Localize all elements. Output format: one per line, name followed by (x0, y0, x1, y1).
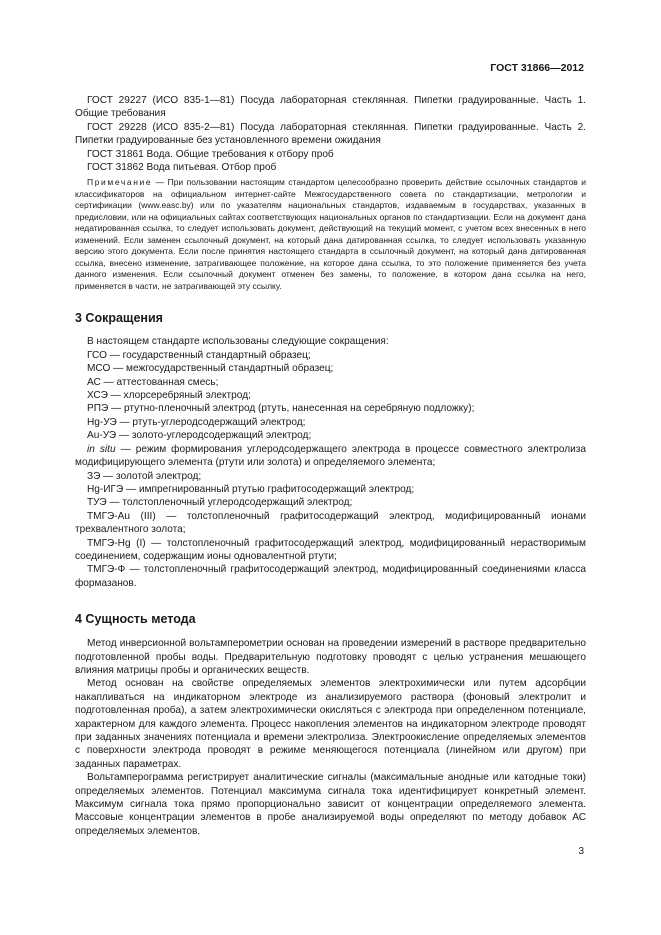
abbreviation-item: АС — аттестованная смесь; (87, 376, 219, 388)
body-paragraph: Вольтамперограмма регистрирует аналитические сигналы (максимальные анодные или катодные токи) определяемых элементов. Потенциал максимума сигнала тока идентифицирует конкретный элемент. Максимум сигнала тока прямо пропорционально зависит от концентрации определяемого элемента. Массовые концентрации элементов в пробе анализируемой воды определяют по методу добавок АС определяемых элементов. (75, 772, 586, 837)
abbreviation-item: ХСЭ — хлорсеребряный электрод; (87, 390, 251, 402)
insitu-definition: — режим формирования углеродсодержащего электрода в процессе совместного электролиза модифицирующего элемента (ртути или золота) и определяемого элемента; (75, 443, 586, 469)
reference-item: ГОСТ 31861 Вода. Общие требования к отбору проб (87, 148, 334, 160)
note-text: — При пользовании настоящим стандартом целесообразно проверить действие ссылочных стандартов и классификаторов на официальном интернет-сайте Межгосударственного совета по стандартизации, метрологии и сертификации (www.easc.by) или по указателям национальных стандартов, издаваемым в государствах, указанных в предисловии, или на официальных сайтах соответствующих национальных органов по стандартизации. Если на документ дана недатированная ссылка, то следует использовать документ, действующий на текущий момент, с учетом всех внесенных в него изменений. Если заменен ссылочный документ, на который дана датированная ссылка, то следует использовать указанную версию этого документа. Если после принятия настоящего стандарта в ссылочный документ, на который дана датированная ссылка, внесено изменение, затрагивающее положение, на которое дана ссылка, то это положение применяется без учета данного изменения. Если ссылочный документ отменен без замены, то положение, в котором дана ссылка на него, применяется в части, не затрагивающей эту ссылку. (75, 177, 586, 291)
body-paragraph: Метод инверсионной вольтамперометрии основан на проведении измерений в растворе предварительно подготовленной пробы воды. Предварительную подготовку проводят с целью устранения мешающего влияния матрицы пробы и органических веществ. (75, 638, 586, 676)
section-3-heading: 3 Сокращения (75, 311, 163, 326)
abbreviation-item: ТУЭ — толстопленочный углеродсодержащий электрод; (87, 497, 353, 509)
section-4-heading: 4 Сущность метода (75, 612, 196, 627)
abbreviation-item: ЗЭ — золотой электрод; (87, 470, 202, 482)
abbreviations-list (75, 335, 586, 590)
page-number: 3 (578, 846, 584, 857)
abbreviation-item: Hg-ИГЭ — импрегнированный ртутью графитосодержащий электрод; (87, 483, 415, 495)
method-description (75, 637, 586, 838)
reference-item: ГОСТ 29227 (ИСО 835-1—81) Посуда лабораторная стеклянная. Пипетки градуированные. Часть 1. Общие требования (75, 95, 586, 120)
abbreviation-item: РПЭ — ртутно-пленочный электрод (ртуть, нанесенная на серебряную подложку); (87, 403, 475, 415)
abbreviation-item: Au-УЭ — золото-углеродсодержащий электрод; (87, 430, 312, 442)
page-content (75, 94, 586, 838)
reference-item: ГОСТ 31862 Вода питьевая. Отбор проб (87, 162, 277, 174)
body-paragraph: Метод основан на свойстве определяемых элементов электрохимически или путем адсорбции накапливаться на индикаторном электроде из анализируемого раствора (фоновый электролит и подготовленная проба), а затем электрохимически окисляться с электрода при определенном потенциале, характерном для каждого элемента. Процесс накопления элементов на индикаторном электроде проводят при заданных значениях потенциала и времени электролиза. Электроокисление определяемых элементов с поверхности электрода проводят в режиме меняющегося потенциала (линейном или другом) при заданных параметрах. (75, 678, 586, 770)
reference-item: ГОСТ 29228 (ИСО 835-2—81) Посуда лабораторная стеклянная. Пипетки градуированные. Часть 2. Пипетки градуированные без установленного времени ожидания (75, 121, 586, 147)
abbreviation-item: ГСО — государственный стандартный образец; (87, 349, 311, 361)
abbreviation-item: ТМГЭ-Hg (I) — толстопленочный графитосодержащий электрод, модифицированный нерастворимым соединением, содержащим ионы одновалентной ртути; (75, 537, 586, 562)
insitu-term: in situ (87, 443, 116, 455)
abbreviation-item: Hg-УЭ — ртуть-углеродсодержащий электрод; (87, 416, 306, 428)
abbreviation-item: ТМГЭ-Ф — толстопленочный графитосодержащий электрод, модифицированный соединениями класса формазанов. (75, 564, 586, 589)
references-list (75, 94, 586, 174)
note-label: Примечание (87, 177, 153, 188)
abbreviation-item: ТМГЭ-Au (III) — толстопленочный графитосодержащий электрод, модифицированный ионами трехвалентного золота; (75, 510, 586, 536)
abbreviations-intro: В настоящем стандарте использованы следующие сокращения: (87, 336, 389, 348)
abbreviation-item: МСО — межгосударственный стандартный образец; (87, 363, 334, 375)
note-paragraph (75, 177, 586, 292)
document-header: ГОСТ 31866—2012 (490, 62, 584, 74)
abbreviation-item-insitu (75, 443, 586, 470)
